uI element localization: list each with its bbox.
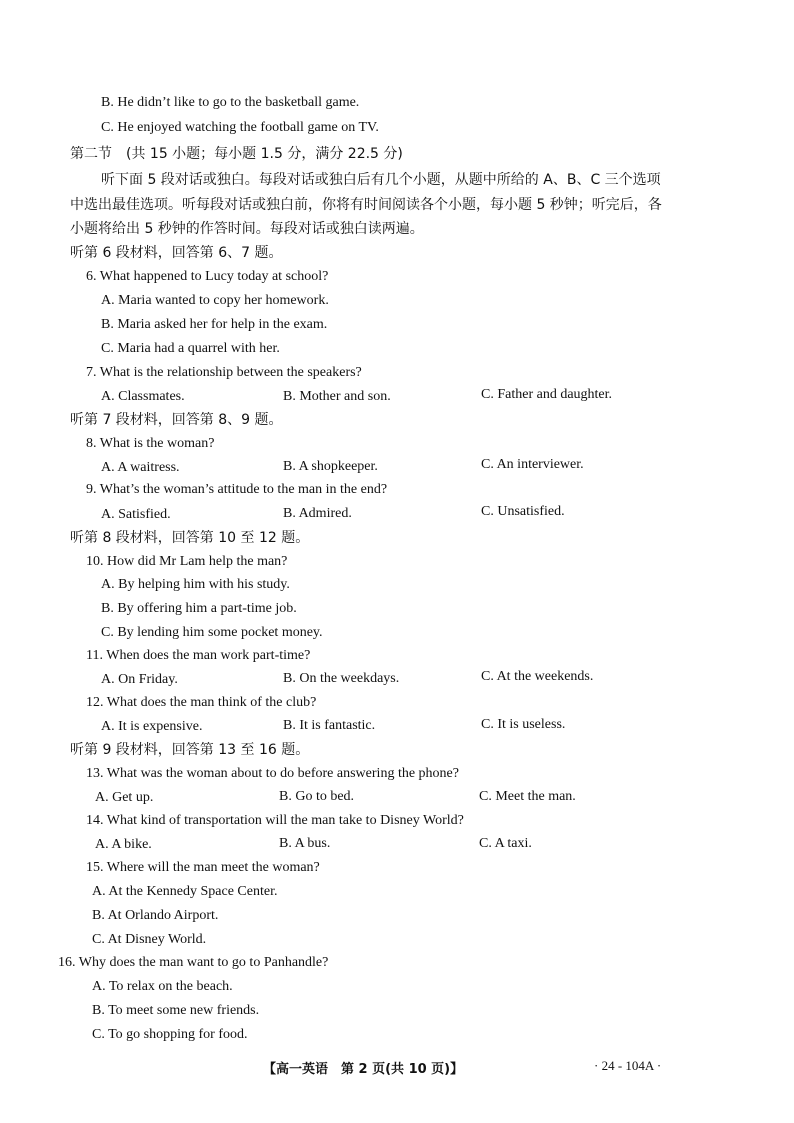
question-16-option-c: C. To go shopping for food. <box>92 1027 248 1042</box>
question-12-option-c: C. It is useless. <box>481 717 566 732</box>
question-7-option-b: B. Mother and son. <box>283 389 391 404</box>
question-16-option-a: A. To relax on the beach. <box>92 979 233 994</box>
instructions-line-1: 听下面 5 段对话或独白。每段对话或独白后有几个小题，从题中所给的 A、B、C 三个选项 <box>101 172 661 188</box>
question-6-option-b: B. Maria asked her for help in the exam. <box>101 317 328 332</box>
question-11-stem: 11. When does the man work part-time? <box>86 648 311 663</box>
question-6-option-c: C. Maria had a quarrel with her. <box>101 341 280 356</box>
question-12-option-a: A. It is expensive. <box>101 719 203 734</box>
question-7-stem: 7. What is the relationship between the speakers? <box>86 365 362 380</box>
question-6-option-a: A. Maria wanted to copy her homework. <box>101 293 329 308</box>
question-10-option-c: C. By lending him some pocket money. <box>101 625 323 640</box>
question-8-option-a: A. A waitress. <box>101 460 180 475</box>
question-11-option-c: C. At the weekends. <box>481 669 594 684</box>
option-c-prev: C. He enjoyed watching the football game on TV. <box>101 120 379 135</box>
question-15-option-c: C. At Disney World. <box>92 932 207 947</box>
section-header: 第二节 (共 15 小题；每小题 1.5 分，满分 22.5 分) <box>70 146 403 162</box>
question-14-stem: 14. What kind of transportation will the man take to Disney World? <box>86 813 464 828</box>
question-9-stem: 9. What’s the woman’s attitude to the man in the end? <box>86 482 388 497</box>
question-13-option-b: B. Go to bed. <box>279 789 355 804</box>
question-13-option-c: C. Meet the man. <box>479 789 576 804</box>
question-11-option-b: B. On the weekdays. <box>283 671 400 686</box>
question-10-stem: 10. How did Mr Lam help the man? <box>86 554 288 569</box>
group-heading-7: 听第 7 段材料，回答第 8、9 题。 <box>70 412 283 428</box>
question-8-stem: 8. What is the woman? <box>86 436 215 451</box>
question-7-option-c: C. Father and daughter. <box>481 387 613 402</box>
question-13-stem: 13. What was the woman about to do before answering the phone? <box>86 766 459 781</box>
group-heading-8: 听第 8 段材料，回答第 10 至 12 题。 <box>70 530 310 546</box>
question-16-stem: 16. Why does the man want to go to Panhandle? <box>58 955 329 970</box>
question-8-option-b: B. A shopkeeper. <box>283 459 378 474</box>
question-10-option-b: B. By offering him a part-time job. <box>101 601 297 616</box>
question-11-option-a: A. On Friday. <box>101 672 178 687</box>
question-14-option-c: C. A taxi. <box>479 836 532 851</box>
instructions-line-3: 小题将给出 5 秒钟的作答时间。每段对话或独白读两遍。 <box>70 221 424 237</box>
question-6-stem: 6. What happened to Lucy today at school? <box>86 269 329 284</box>
group-heading-9: 听第 9 段材料，回答第 13 至 16 题。 <box>70 742 310 758</box>
question-15-option-a: A. At the Kennedy Space Center. <box>92 884 278 899</box>
question-9-option-b: B. Admired. <box>283 506 352 521</box>
question-14-option-b: B. A bus. <box>279 836 331 851</box>
question-15-stem: 15. Where will the man meet the woman? <box>86 860 320 875</box>
question-8-option-c: C. An interviewer. <box>481 457 584 472</box>
question-15-option-b: B. At Orlando Airport. <box>92 908 219 923</box>
question-7-option-a: A. Classmates. <box>101 389 185 404</box>
question-14-option-a: A. A bike. <box>95 837 152 852</box>
question-16-option-b: B. To meet some new friends. <box>92 1003 260 1018</box>
question-13-option-a: A. Get up. <box>95 790 154 805</box>
page-footer-code: · 24 - 104A · <box>594 1058 662 1073</box>
instructions-line-2: 中选出最佳选项。听每段对话或独白前，你将有时间阅读各个小题，每小题 5 秒钟；听完后，各 <box>70 197 662 213</box>
question-10-option-a: A. By helping him with his study. <box>101 577 290 592</box>
question-12-stem: 12. What does the man think of the club? <box>86 695 317 710</box>
question-12-option-b: B. It is fantastic. <box>283 718 376 733</box>
question-9-option-c: C. Unsatisfied. <box>481 504 565 519</box>
page-footer-label: 【高一英语 第 2 页(共 10 页)】 <box>263 1062 464 1077</box>
group-heading-6: 听第 6 段材料，回答第 6、7 题。 <box>70 245 283 261</box>
question-9-option-a: A. Satisfied. <box>101 507 171 522</box>
option-b-prev: B. He didn’t like to go to the basketball game. <box>101 95 360 110</box>
